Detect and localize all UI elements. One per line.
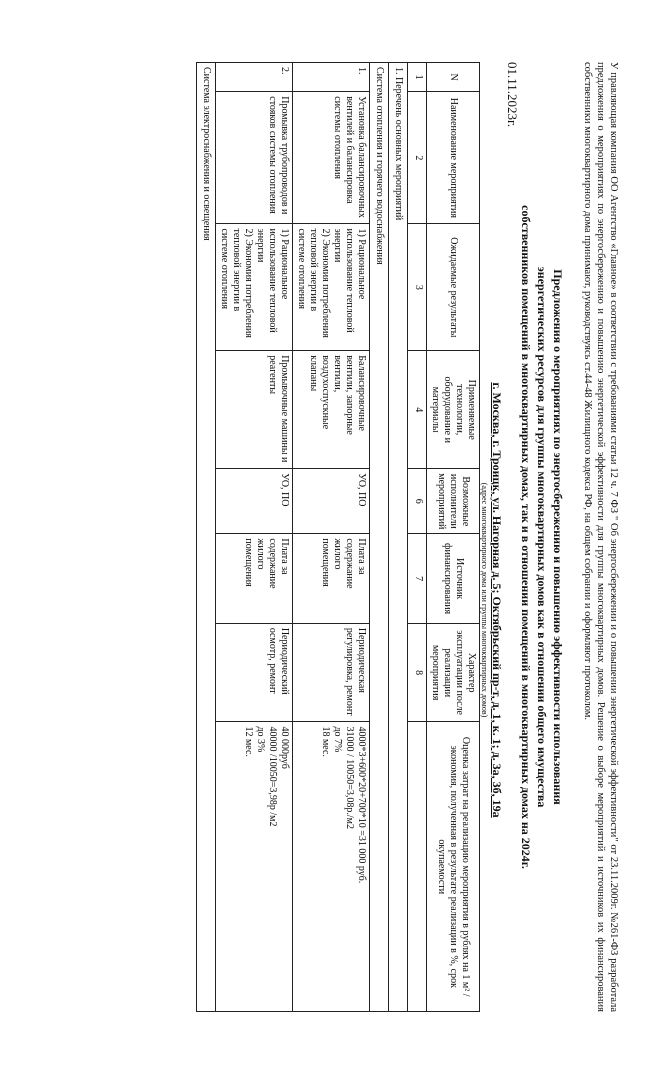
column-number: 6: [408, 469, 427, 534]
address-line: г. Москва, г. Троицк, ул. Нагорная д. 5; Октябрьский пр-т, д. 1, к. 1; д. 3а, 3б, 19а: [490, 382, 504, 818]
row-executors: УО, ПО: [216, 469, 293, 534]
row-tech: Промывочные машины и реагенты: [216, 351, 293, 469]
row-results: 1) Рациональное использование тепловой энергии 2) Экономия потребления тепловой энергии в системе отопления: [216, 224, 293, 351]
section-heating-title: Система отопления и горячего водоснабжения: [370, 63, 389, 1012]
table-row: [293, 63, 370, 1012]
header-tech: Применяемые технологии, оборудование и материалы: [427, 351, 480, 469]
row-executors: УО, ПО: [293, 469, 370, 534]
row-source: Плата за содержание жилого помещения: [216, 534, 293, 623]
section-row: [370, 63, 389, 1012]
header-character: Характер эксплуатации после реализации мероприятия: [427, 623, 480, 722]
row-character: Периодический осмотр, ремонт: [216, 623, 293, 722]
header-cost: Оценка затрат на реализацию мероприятия в рублях на 1 м² / экономия, полученная в результате реализации в %, срок окупаемости: [427, 722, 480, 1012]
column-number-empty: [408, 722, 427, 1012]
column-number: 4: [408, 351, 427, 469]
section-list-title: 1. Перечень основных мероприятий: [389, 63, 408, 1012]
header-num: N: [427, 63, 480, 92]
document-date: 01.11.2023г.: [505, 62, 520, 128]
column-number: 8: [408, 623, 427, 722]
row-name: Промывка трубопроводов и стояков системы отопления: [216, 92, 293, 224]
row-character: Периодическая регулировка, ремонт: [293, 623, 370, 722]
header-executors: Возможные исполнители мероприятий: [427, 469, 480, 534]
title-line-3: собственников помещений в многоквартирных домах, так и в отношении помещений в многоквартирных домах на 2024г.: [519, 205, 533, 869]
section-electric-title: Система электроснабжения и освещения: [197, 63, 216, 1012]
row-num: 2.: [216, 63, 293, 92]
row-source: Плата за содержание жилого помещения: [293, 534, 370, 623]
title-line-2: энергетических ресурсов для группы многоквартирных домов как в отношении общего имущества: [535, 266, 549, 808]
intro-paragraph: У правляющая компания ОО Агентство «Главное» в соответствии с требованиями статьи 12 ч. 7 ФЗ " Об энергосбережении и о повышении энергетической эффективности" от 23.11.2009г. №261-ФЗ разработала предложения о мероприятиях по энергосбережению и повышению энергетической эффективности для группы многоквартирных домов. Решение о выборе мероприятий и источников их финансирования собственники многоквартирного дома принимают, руководствуясь ст.44-48 Жилищного кодекса РФ, на общем собрании и оформляют протоколом.: [582, 62, 619, 1012]
column-number: 1: [408, 63, 427, 92]
column-number-row: [408, 63, 427, 1012]
header-results: Ожидаемые результаты: [427, 224, 480, 351]
row-name: Установка балансировочных вентилей и балансировка системы отопления: [293, 92, 370, 224]
column-number: 2: [408, 92, 427, 224]
header-source: Источник финансирования: [427, 534, 480, 623]
header-name: Наименование мероприятия: [427, 92, 480, 224]
header-row: [427, 63, 480, 1012]
row-num: 1.: [293, 63, 370, 92]
section-row: [389, 63, 408, 1012]
measures-table: [196, 62, 480, 1012]
row-cost: 4000*3+600*20+700*10 =31 000 руб. 31000 / 10050=3,08р./м2 до 7% 18 мес.: [293, 722, 370, 1012]
column-number: 7: [408, 534, 427, 623]
address-caption: (адрес многоквартирного дома или группы многоквартирных домов): [480, 482, 489, 718]
section-row: [197, 63, 216, 1012]
row-tech: Балансировочные вентили, запорные вентили, воздухоспускные клапаны: [293, 351, 370, 469]
row-results: 1) Рациональное использование тепловой энергии 2) Экономия потребления тепловой энергии в системе отопления: [293, 224, 370, 351]
column-number: 3: [408, 224, 427, 351]
table-row: [216, 63, 293, 1012]
title-line-1: Предложения о мероприятиях по энергосбережению и повышению эффективности использования: [551, 269, 565, 805]
row-cost: 40 000руб 40000 /10050=3,98р /м2 до 3% 12 мес.: [216, 722, 293, 1012]
